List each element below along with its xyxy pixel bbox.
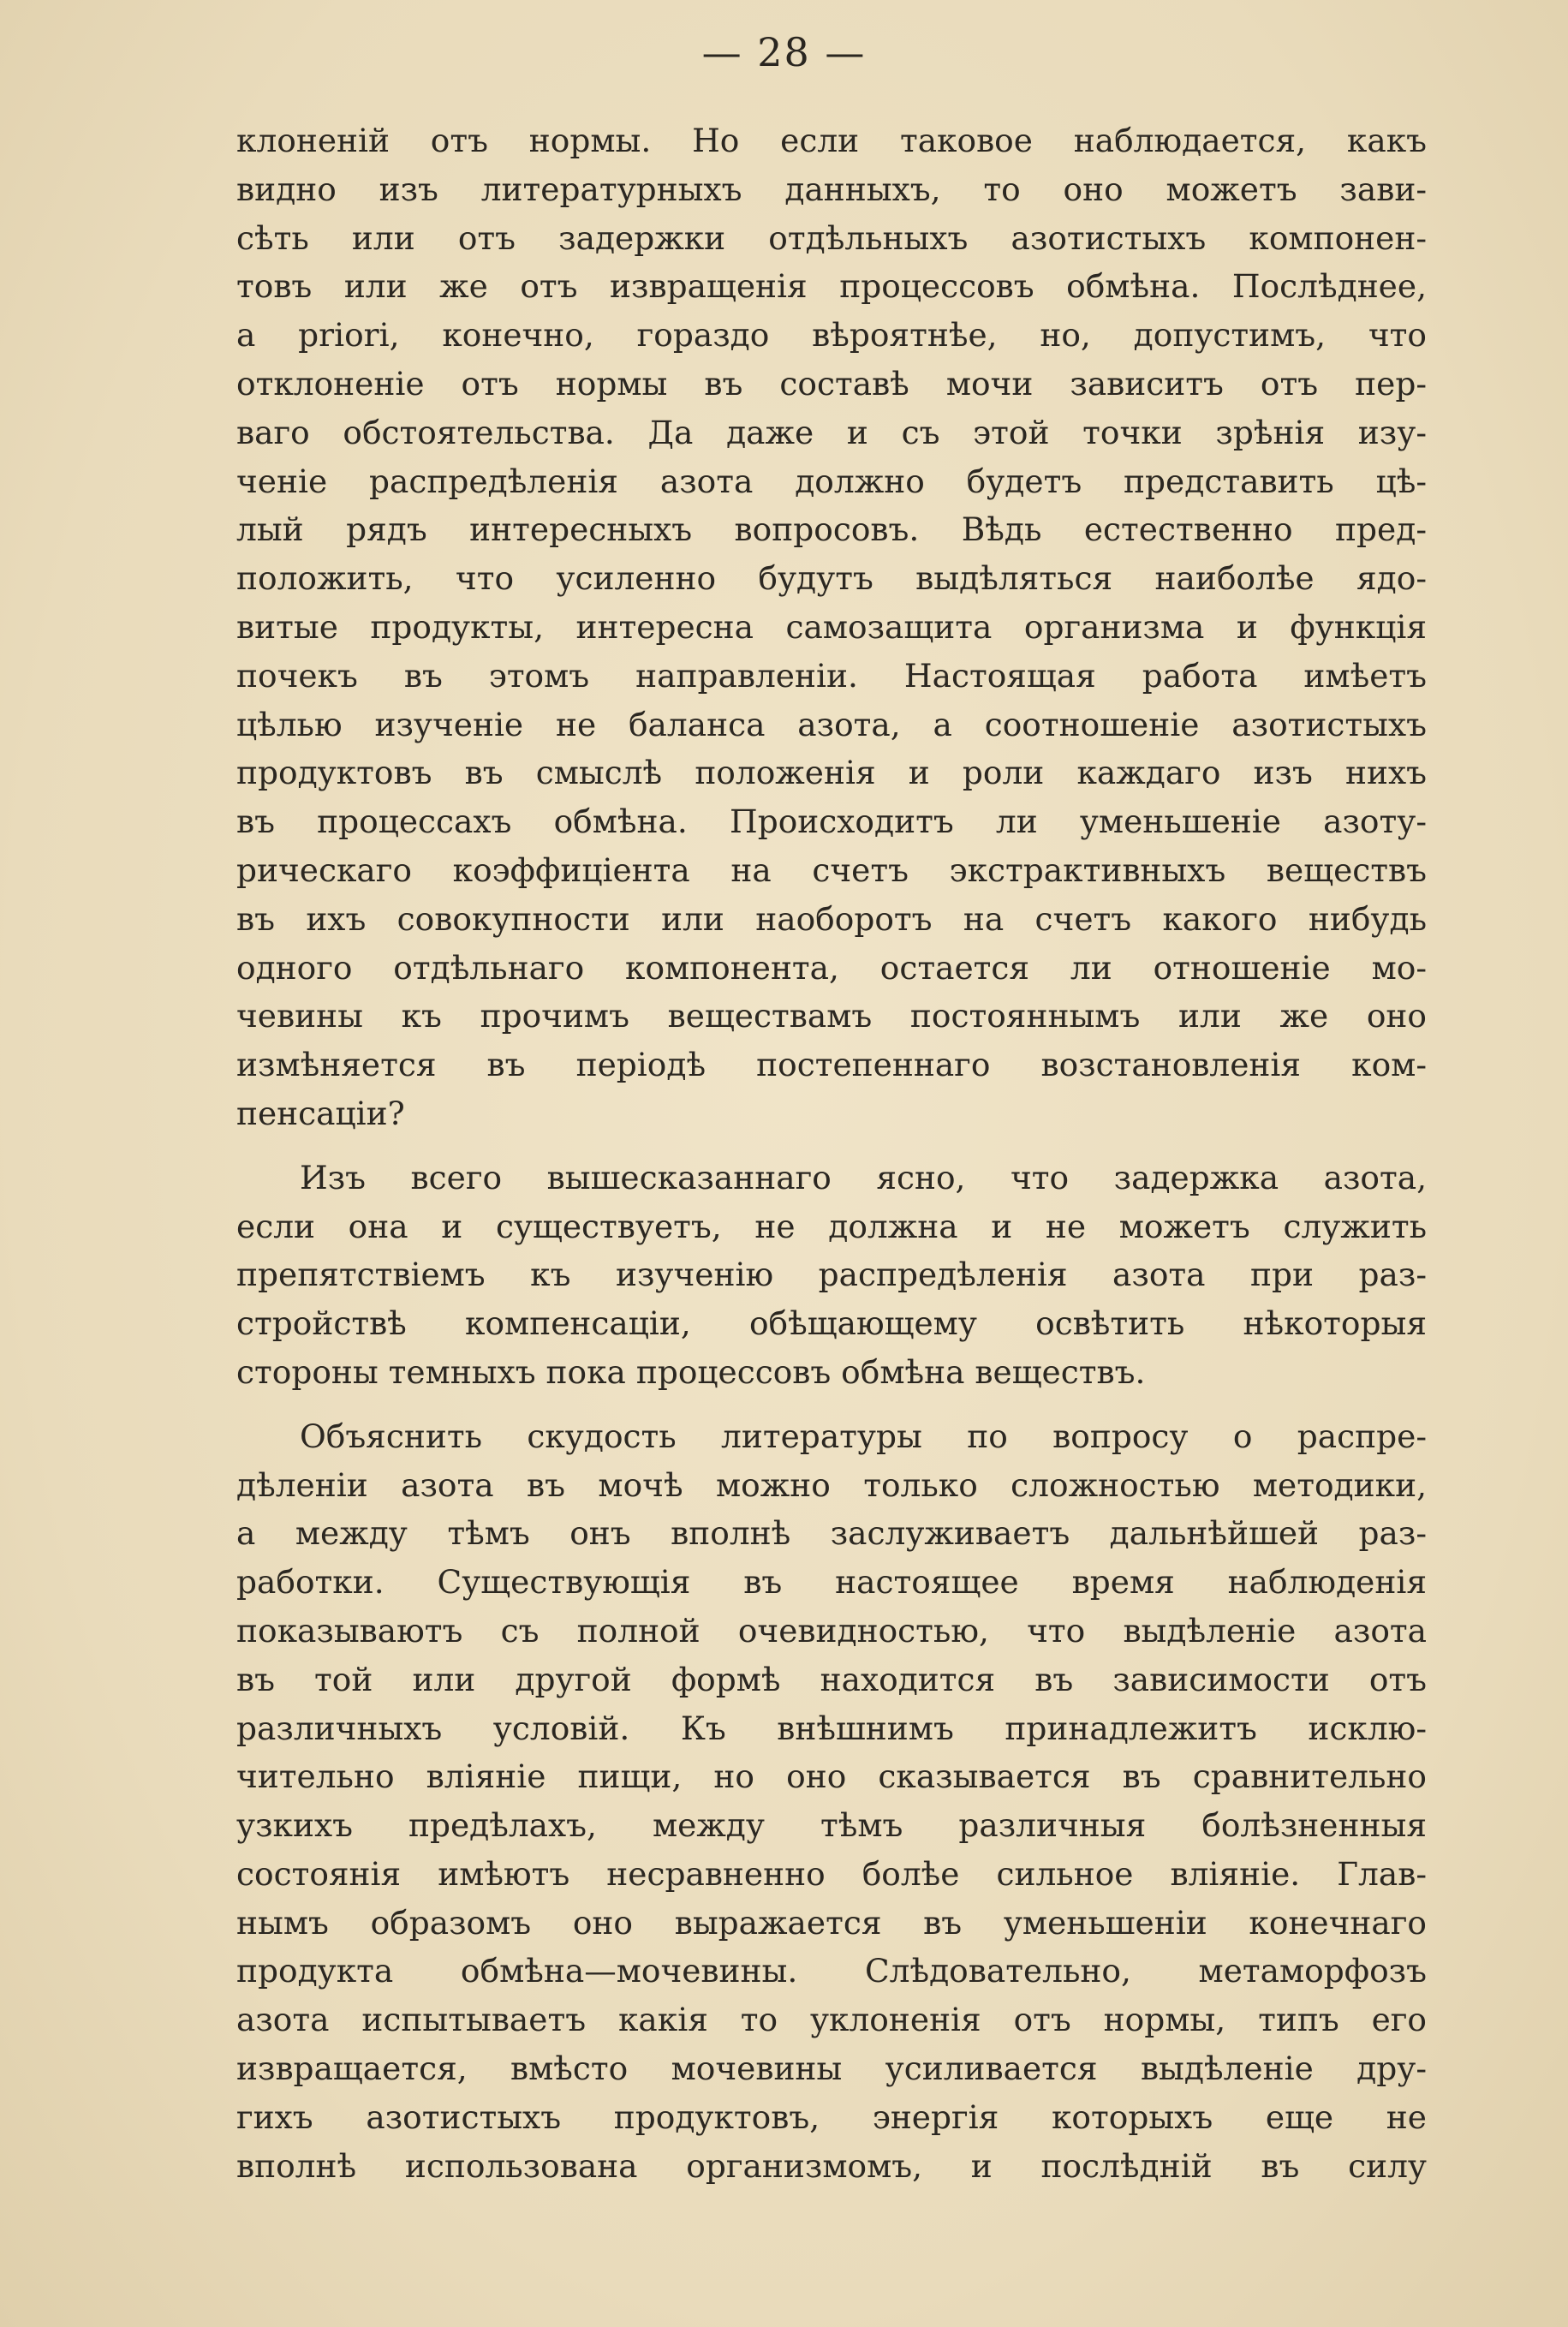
text-line: вполнѣ использована организмомъ, и послѣдній въ силу: [236, 2146, 1427, 2185]
text-line: препятствіемъ къ изученію распредѣленія азота при раз-: [236, 1256, 1427, 1294]
paragraph-3: [236, 1412, 1427, 2191]
text-line: сѣть или отъ задержки отдѣльныхъ азотистыхъ компонен-: [236, 218, 1427, 257]
text-line: пенсаціи?: [236, 1094, 405, 1132]
text-line: a priori, конечно, гораздо вѣроятнѣе, но, допустимъ, что: [236, 316, 1427, 355]
text-line: состоянія имѣютъ несравненно болѣе сильное вліяніе. Глав-: [236, 1854, 1427, 1893]
text-line: узкихъ предѣлахъ, между тѣмъ различныя болѣзненныя: [236, 1806, 1427, 1845]
text-line: Объяснить скудость литературы по вопросу о распре-: [300, 1417, 1427, 1455]
text-line: нымъ образомъ оно выражается въ уменьшеніи конечнаго: [236, 1903, 1427, 1942]
text-line: извращается, вмѣсто мочевины усиливается выдѣленіе дру-: [236, 2050, 1427, 2088]
text-line: Изъ всего вышесказаннаго ясно, что задержка азота,: [300, 1158, 1427, 1196]
text-line: измѣняется въ періодѣ постепеннаго возстановленія ком-: [236, 1046, 1427, 1084]
text-line: дѣленіи азота въ мочѣ можно только сложностью методики,: [236, 1465, 1427, 1504]
text-line: чевины къ прочимъ веществамъ постояннымъ или же оно: [236, 997, 1427, 1035]
paragraph-2: [236, 1154, 1427, 1397]
text-line: лый рядъ интересныхъ вопросовъ. Вѣдь естественно пред-: [236, 510, 1427, 549]
text-line: если она и существуетъ, не должна и не можетъ служить: [236, 1207, 1427, 1245]
text-line: въ ихъ совокупности или наоборотъ на счетъ какого нибудь: [236, 899, 1427, 938]
body-text: [236, 116, 1427, 2205]
text-line: гихъ азотистыхъ продуктовъ, энергія которыхъ еще не: [236, 2097, 1427, 2136]
text-line: положить, что усиленно будутъ выдѣляться наиболѣе ядо-: [236, 559, 1427, 598]
text-line: клоненій отъ нормы. Но если таковое наблюдается, какъ: [236, 122, 1427, 159]
text-line: рическаго коэффиціента на счетъ экстрактивныхъ веществъ: [236, 850, 1427, 889]
text-line: чительно вліяніе пищи, но оно сказывается въ сравнительно: [236, 1757, 1427, 1796]
text-line: витые продукты, интересна самозащита организма и функція: [236, 607, 1427, 646]
paragraph-1: [236, 116, 1427, 1138]
text-line: ченіе распредѣленія азота должно будетъ представить цѣ-: [236, 462, 1427, 500]
text-line: стройствѣ компенсаціи, обѣщающему освѣтить нѣкоторыя: [236, 1304, 1427, 1343]
text-line: работки. Существующія въ настоящее время наблюденія: [236, 1563, 1427, 1602]
text-line: видно изъ литературныхъ данныхъ, то оно можетъ зави-: [236, 170, 1427, 208]
text-line: почекъ въ этомъ направленіи. Настоящая работа имѣетъ: [236, 656, 1427, 695]
text-line: стороны темныхъ пока процессовъ обмѣна веществъ.: [236, 1352, 1146, 1391]
text-line: продукта обмѣна—мочевины. Слѣдовательно, метаморфозъ: [236, 1952, 1427, 1990]
text-line: отклоненіе отъ нормы въ составѣ мочи зависитъ отъ пер-: [236, 364, 1427, 403]
text-line: въ той или другой формѣ находится въ зависимости отъ: [236, 1660, 1427, 1698]
text-line: товъ или же отъ извращенія процессовъ обмѣна. Послѣднее,: [236, 267, 1427, 306]
text-line: различныхъ условій. Къ внѣшнимъ принадлежитъ исклю-: [236, 1709, 1427, 1747]
text-line: одного отдѣльнаго компонента, остается ли отношеніе мо-: [236, 948, 1427, 987]
text-line: въ процессахъ обмѣна. Происходитъ ли уменьшеніе азоту-: [236, 803, 1427, 841]
text-line: а между тѣмъ онъ вполнѣ заслуживаетъ дальнѣйшей раз-: [236, 1514, 1427, 1553]
text-line: ваго обстоятельства. Да даже и съ этой точки зрѣнія изу-: [236, 413, 1427, 451]
text-line: азота испытываетъ какія то уклоненія отъ нормы, типъ его: [236, 2001, 1427, 2039]
page-number: — 28 —: [701, 29, 867, 75]
text-line: продуктовъ въ смыслѣ положенія и роли каждаго изъ нихъ: [236, 754, 1427, 792]
text-line: цѣлью изученіе не баланса азота, а соотношеніе азотистыхъ: [236, 705, 1427, 743]
text-line: показываютъ съ полной очевидностью, что выдѣленіе азота: [236, 1611, 1427, 1650]
